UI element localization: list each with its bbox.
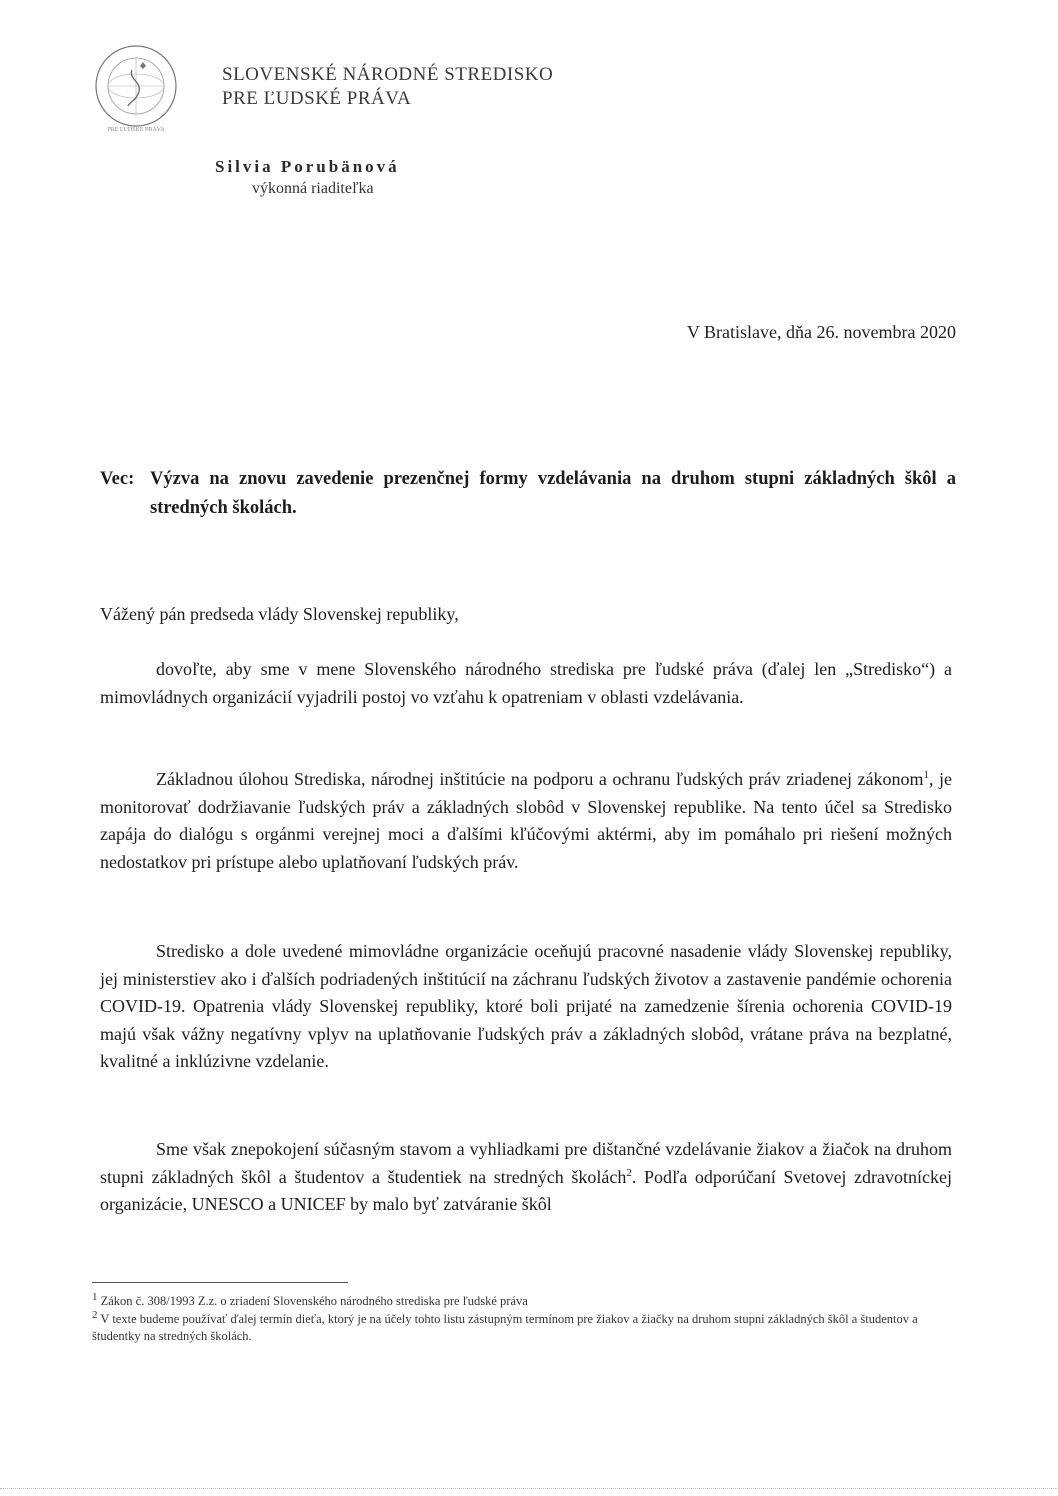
salutation: Vážený pán predseda vlády Slovenskej republiky, [100,604,459,624]
paragraph-3 [100,938,952,1076]
subject-text: Výzva na znovu zavedenie prezenčnej formy vzdelávania na druhom stupni základných škôl a stredných školách. [150,469,956,518]
footnote-ref-2: 2 [626,1166,632,1179]
footnote-1 [92,1290,952,1310]
sender-role: výkonná riaditeľka [252,180,374,197]
footnote-2-text: V texte budeme používať ďalej termín dieťa, ktorý je na účely tohto listu zástupným termínom pre žiakov a žiačky na druhom stupni základných škôl a študentov a študentky na stredných školách. [92,1312,918,1343]
paragraph-1-text: dovoľte, aby sme v mene Slovenského národného strediska pre ľudské práva (ďalej len „Stredisko“) a mimovládnych organizácií vyjadrili postoj vo vzťahu k opatreniam v oblasti vzdelávania. [100,659,952,707]
paragraph-3-text: Stredisko a dole uvedené mimovládne organizácie oceňujú pracovné nasadenie vlády Slovenskej republiky, jej ministerstiev ako i ďalších podriadených inštitúcií na záchranu ľudských životov a zastavenie pandémie ochorenia COVID-19. Opatrenia vlády Slovenskej republiky, ktoré boli prijaté na zamedzenie šírenia ochorenia COVID-19 majú však vážny negatívny vplyv na uplatňovanie ľudských práv a základných slobôd, vrátane práva na bezplatné, kvalitné a inklúzivne vzdelanie. [100,941,952,1071]
paragraph-4 [100,1136,952,1219]
paragraph-2-text-b: , je monitorovať dodržiavanie ľudských práv a základných slobôd v Slovenskej republike. Na tento účel sa Stredisko zapája do dialógu s orgánmi verejnej moci a ďalšími kľúčovými aktérmi, aby im pomáhalo pri riešení možných nedostatkov pri prístupe alebo uplatňovaní ľudských práv. [100,769,952,872]
paragraph-2 [100,766,952,876]
footnote-2 [92,1308,952,1345]
svg-text:PRE ĽUDSKÉ PRÁVA: PRE ĽUDSKÉ PRÁVA [107,127,165,133]
footnote-1-text: Zákon č. 308/1993 Z.z. o zriadení Slovenského národného strediska pre ľudské práva [97,1294,528,1308]
footnote-1-number: 1 [92,1290,98,1303]
date-line: V Bratislave, dňa 26. novembra 2020 [686,322,956,342]
footnote-separator [92,1282,348,1283]
organization-name-line2: PRE ĽUDSKÉ PRÁVA [222,88,412,109]
paragraph-4-text-b: . Podľa odporúčaní Svetovej zdravotníckej organizácie, UNESCO a UNICEF by malo byť zatváranie škôl [100,1166,952,1214]
footnote-ref-1: 1 [923,769,929,781]
paragraph-1 [100,656,952,711]
paragraph-4-text-a: Sme však znepokojení súčasným stavom a vyhliadkami pre dištančné vzdelávanie žiakov a žiačok na druhom stupni základných škôl a študentov a študentiek na stredných školách [100,1139,952,1187]
sender-name: Silvia Porubänová [215,157,400,176]
organization-name-line1: SLOVENSKÉ NÁRODNÉ STREDISKO [222,64,554,85]
organization-seal-logo [92,36,204,136]
footnote-2-number: 2 [92,1308,98,1321]
subject-label: Vec: [100,469,135,489]
paragraph-2-text-a: Základnou úlohou Strediska, národnej inštitúcie na podporu a ochranu ľudských práv zriadenej zákonom [156,769,924,789]
page-bottom-edge [0,1488,1058,1489]
